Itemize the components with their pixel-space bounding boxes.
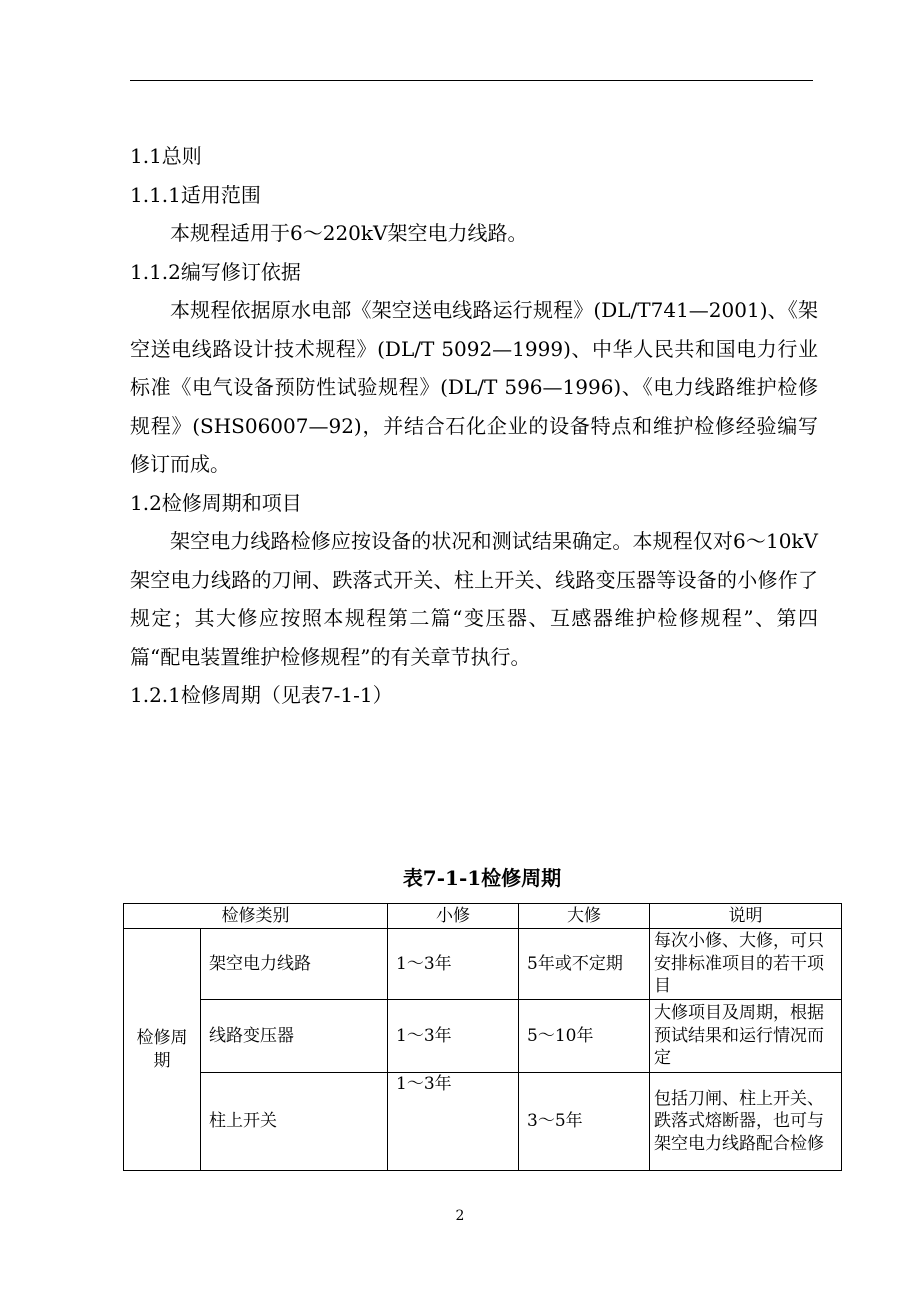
header-major: 大修 <box>519 904 650 929</box>
section-1-1-2-paragraph: 本规程依据原水电部《架空送电线路运行规程》(DL/T741—2001)、《架空送电线路设计技术规程》(DL/T 5092—1999)、中华人民共和国电力行业标准《电气设备预防性试验规程》(DL/T 596—1996)、《电力线路维护检修规程》(SHS06007—92)，并结合石化企业的设备特点和维护检修经验编写修订而成。 <box>130 298 818 476</box>
section-1-2-paragraph: 架空电力线路检修应按设备的状况和测试结果确定。本规程仅对6～10kV架空电力线路的刀闸、跌落式开关、柱上开关、线路变压器等设备的小修作了规定；其大修应按照本规程第二篇“变压器、互感器维护检修规程”、第四篇“配电装置维护检修规程”的有关章节执行。 <box>130 529 818 669</box>
minor-cell: 1～3年 <box>388 929 519 1000</box>
major-cell: 5～10年 <box>519 1000 650 1073</box>
section-1-1-heading: 1.1总则 <box>130 144 202 168</box>
table-row <box>124 1000 842 1073</box>
table-header-row <box>124 904 842 929</box>
section-1-1-1-paragraph: 本规程适用于6～220kV架空电力线路。 <box>170 221 528 245</box>
header-rule <box>130 80 813 81</box>
table-caption: 表7-1-1检修周期 <box>402 866 562 890</box>
group-label-cell: 检修周期 <box>124 929 201 1171</box>
section-1-1-2-heading: 1.1.2编写修订依据 <box>130 259 301 284</box>
item-cell: 线路变压器 <box>201 1000 388 1073</box>
major-cell: 3～5年 <box>519 1073 650 1171</box>
table-row <box>124 1073 842 1171</box>
item-cell: 柱上开关 <box>201 1073 388 1171</box>
minor-cell: 1～3年 <box>388 1000 519 1073</box>
page-number: 2 <box>455 1208 465 1224</box>
item-cell: 架空电力线路 <box>201 929 388 1000</box>
section-1-2-1-heading: 1.2.1检修周期（见表7-1-1） <box>130 683 393 707</box>
header-minor: 小修 <box>388 904 519 929</box>
header-note: 说明 <box>650 904 842 929</box>
note-cell: 包括刀闸、柱上开关、跌落式熔断器，也可与架空电力线路配合检修 <box>650 1073 842 1171</box>
minor-cell: 1～3年 <box>388 1073 519 1171</box>
table-row <box>124 929 842 1000</box>
section-1-2-heading: 1.2检修周期和项目 <box>130 490 302 515</box>
maintenance-cycle-table <box>123 903 842 1171</box>
body-content <box>130 137 818 715</box>
note-cell: 每次小修、大修，可只安排标准项目的若干项目 <box>650 929 842 1000</box>
section-1-1-1-heading: 1.1.1适用范围 <box>130 182 261 207</box>
major-cell: 5年或不定期 <box>519 929 650 1000</box>
header-category: 检修类别 <box>124 904 388 929</box>
note-cell: 大修项目及周期，根据预试结果和运行情况而定 <box>650 1000 842 1073</box>
